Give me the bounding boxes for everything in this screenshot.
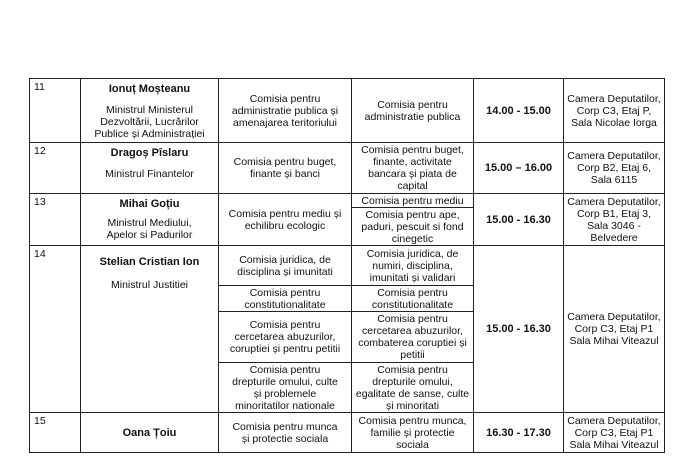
time-slot: 15.00 - 16.30 <box>474 194 564 246</box>
chamber-committee: Comisia pentru constitutionalitate <box>352 286 474 312</box>
chamber-committee: Comisia pentru mediu <box>352 194 474 208</box>
time-slot: 15.00 – 16.00 <box>474 143 564 194</box>
chamber-committee: Comisia pentru administratie publica <box>352 79 474 143</box>
ministry-line: Ministrul Ministerul <box>106 104 193 116</box>
time-slot: 14.00 - 15.00 <box>474 79 564 143</box>
row-number: 15 <box>30 413 81 453</box>
table-row <box>30 79 665 143</box>
senate-committee: Comisia juridica, de disciplina și imunitati <box>219 246 352 286</box>
chamber-committee: Comisia pentru cercetarea abuzurilor, combaterea coruptiei și petitii <box>352 312 474 363</box>
location-cell: Camera Deputatilor, Corp C3, Etaj P1 Sala Mihai Viteazul <box>564 413 665 453</box>
minister-name: Stelian Cristian Ion <box>99 256 200 268</box>
chamber-committee: Comisia pentru munca, familie și protectie sociala <box>352 413 474 453</box>
hearings-table <box>29 78 665 453</box>
row-number: 14 <box>30 246 81 413</box>
minister-cell <box>81 194 219 246</box>
senate-committee: Comisia pentru drepturile omului, culte și problemele minoritatilor nationale <box>219 363 352 413</box>
ministry-line: Ministrul Mediului, <box>107 217 192 229</box>
senate-committee: Comisia pentru cercetarea abuzurilor, coruptiei și pentru petitii <box>219 312 352 363</box>
time-slot: 15.00 - 16.30 <box>474 246 564 413</box>
ministry-line: Apelor si Padurilor <box>106 229 193 241</box>
location-cell: Camera Deputatilor, Corp B2, Etaj 6, Sala 6115 <box>564 143 665 194</box>
chamber-committee: Comisia pentru buget, finante, activitate bancara și piata de capital <box>352 143 474 194</box>
location-cell: Camera Deputatilor, Corp C3, Etaj P, Sala Nicolae Iorga <box>564 79 665 143</box>
row-number: 12 <box>30 143 81 194</box>
minister-name: Ionuț Moșteanu <box>108 83 191 95</box>
senate-committee: Comisia pentru administratie publica și amenajarea teritoriului <box>219 79 352 143</box>
senate-committee: Comisia pentru mediu și echilibru ecologic <box>219 194 352 246</box>
row-number: 13 <box>30 194 81 246</box>
minister-cell <box>81 143 219 194</box>
senate-committee: Comisia pentru constitutionalitate <box>219 286 352 312</box>
ministry-line: Dezvoltării, Lucrărilor <box>100 116 199 128</box>
chamber-committee: Comisia juridica, de numiri, disciplina, imunitati și validari <box>352 246 474 286</box>
time-slot: 16.30 - 17.30 <box>474 413 564 453</box>
table-row <box>30 194 665 208</box>
chamber-committee: Comisia pentru ape, paduri, pescuit si fond cinegetic <box>352 208 474 246</box>
minister-name: Dragoș Pîslaru <box>110 147 189 159</box>
minister-cell <box>81 79 219 143</box>
row-number: 11 <box>30 79 81 143</box>
ministry-line: Ministrul Finantelor <box>105 168 194 180</box>
minister-name: Mihai Goțiu <box>119 198 180 210</box>
table-row <box>30 246 665 286</box>
ministry-line: Publice și Administrației <box>94 128 205 140</box>
minister-cell <box>81 246 219 413</box>
ministry-line: Ministrul Justitiei <box>110 279 189 291</box>
location-cell: Camera Deputatilor, Corp B1, Etaj 3, Sala 3046 - Belvedere <box>564 194 665 246</box>
location-cell: Camera Deputatilor, Corp C3, Etaj P1 Sala Mihai Viteazul <box>564 246 665 413</box>
table-row <box>30 413 665 453</box>
minister-cell <box>81 413 219 453</box>
chamber-committee: Comisia pentru drepturile omului, egalitate de sanse, culte și minoritati <box>352 363 474 413</box>
senate-committee: Comisia pentru buget, finante și banci <box>219 143 352 194</box>
table-row <box>30 143 665 194</box>
senate-committee: Comisia pentru munca și protectie sociala <box>219 413 352 453</box>
minister-name: Oana Țoiu <box>122 426 177 439</box>
